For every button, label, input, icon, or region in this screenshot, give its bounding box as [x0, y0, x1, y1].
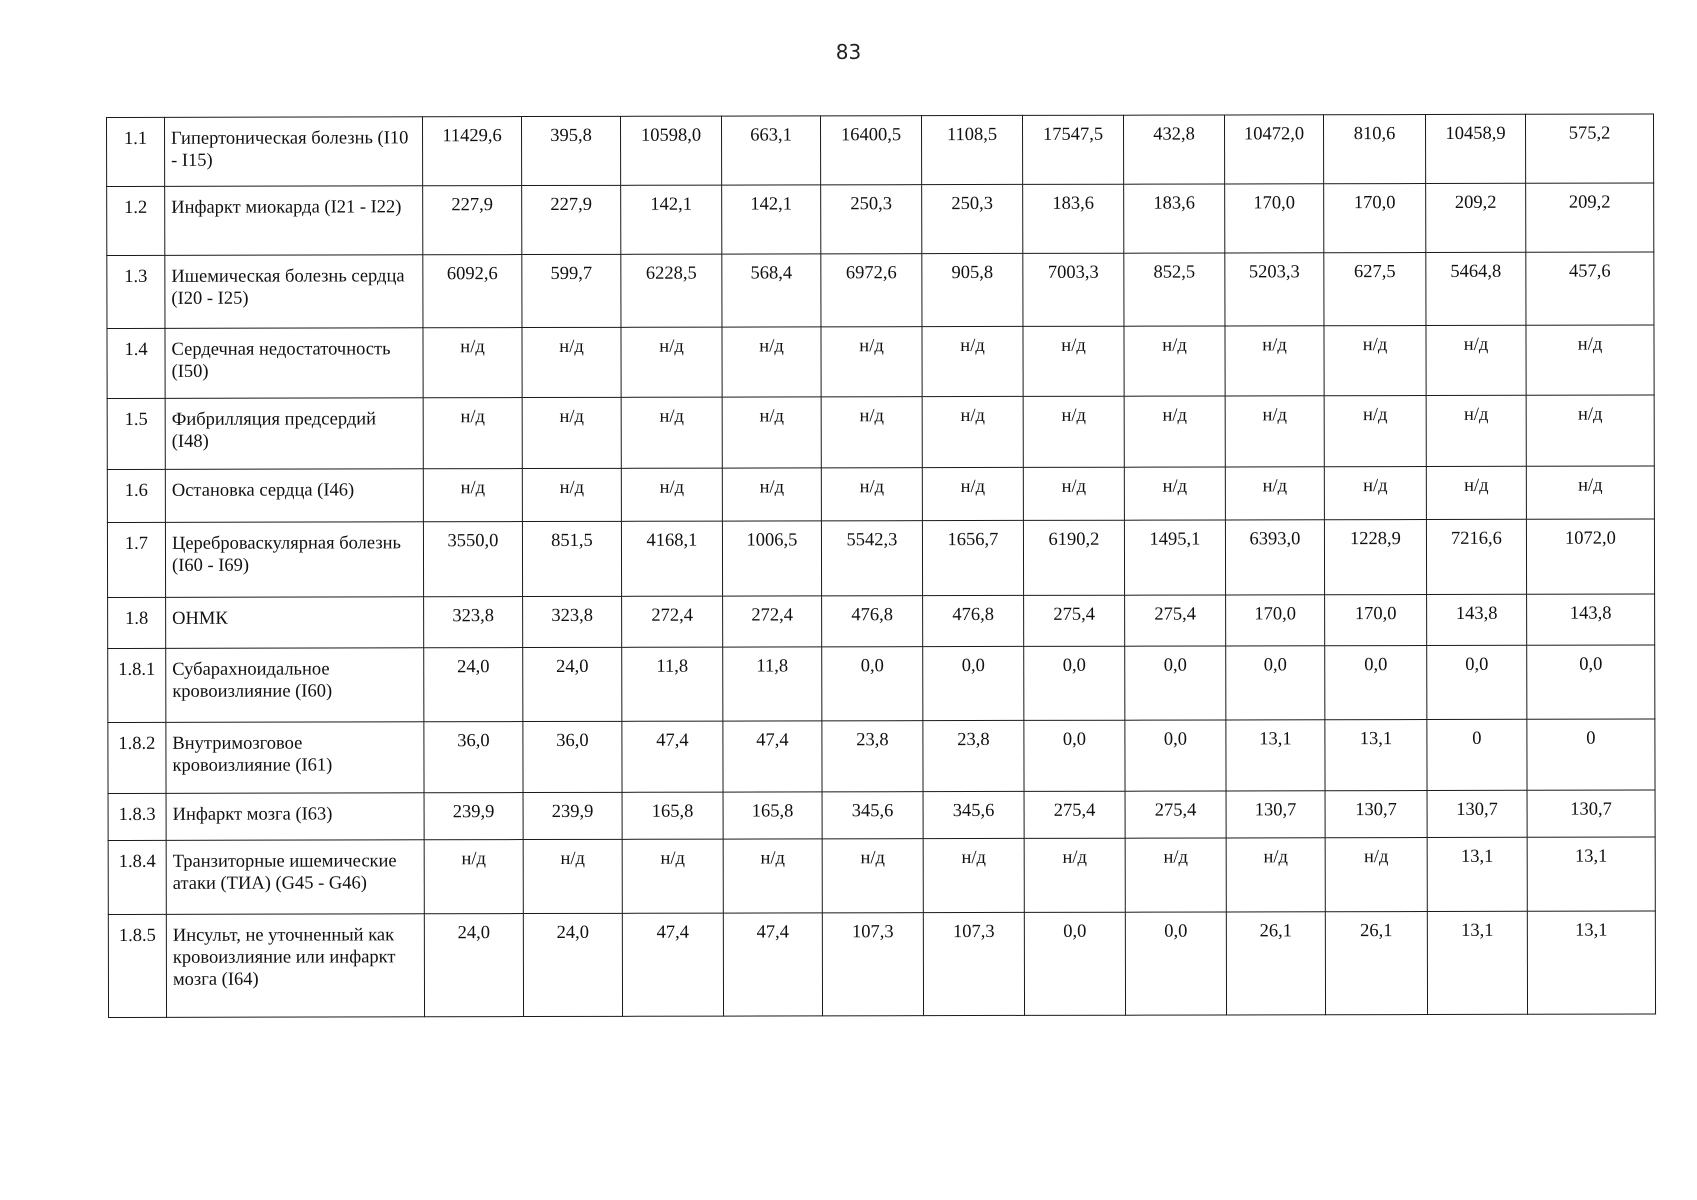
value-cell: н/д [922, 467, 1023, 520]
value-cell: 209,2 [1426, 183, 1526, 252]
row-index-cell: 1.3 [107, 255, 165, 328]
value-cell: 5203,3 [1225, 253, 1324, 326]
table-row [108, 645, 1655, 723]
value-cell: 457,6 [1526, 252, 1654, 325]
value-cell: н/д [723, 839, 822, 913]
row-index-cell: 1.1 [107, 117, 165, 186]
value-cell: 1072,0 [1526, 519, 1654, 594]
value-cell: 1006,5 [722, 521, 821, 596]
value-cell: 599,7 [522, 254, 621, 327]
value-cell: 323,8 [523, 596, 622, 647]
value-cell: 107,3 [822, 913, 923, 1016]
value-cell: 239,9 [523, 792, 622, 839]
row-index-cell: 1.6 [107, 469, 165, 522]
value-cell: н/д [1426, 395, 1526, 466]
value-cell: 130,7 [1325, 791, 1427, 838]
value-cell: н/д [621, 397, 722, 468]
value-cell: 1108,5 [921, 115, 1022, 184]
table-row [107, 395, 1654, 470]
row-name-cell: Внутримозговое кровоизлияние (I61) [166, 722, 424, 794]
value-cell: н/д [1324, 326, 1426, 396]
row-name-cell: Остановка сердца (I46) [165, 469, 423, 523]
value-cell: н/д [522, 327, 621, 397]
row-index-cell: 1.2 [107, 186, 165, 255]
value-cell: 0,0 [1024, 720, 1125, 791]
value-cell: 0,0 [1125, 646, 1226, 720]
value-cell: 905,8 [922, 253, 1023, 326]
value-cell: 0,0 [1024, 912, 1125, 1015]
value-cell: 345,6 [923, 791, 1024, 838]
value-cell: 130,7 [1226, 791, 1325, 838]
value-cell: 6972,6 [821, 254, 922, 327]
value-cell: 10458,9 [1425, 114, 1525, 183]
value-cell: 13,1 [1427, 837, 1527, 911]
value-cell: 24,0 [424, 914, 523, 1017]
value-cell: 26,1 [1325, 912, 1427, 1015]
value-cell: 272,4 [723, 596, 822, 647]
value-cell: 275,4 [1024, 595, 1125, 646]
value-cell: 47,4 [622, 721, 723, 792]
value-cell: н/д [1023, 326, 1124, 396]
value-cell: н/д [423, 328, 522, 398]
value-cell: н/д [1526, 395, 1654, 466]
table-body [107, 114, 1656, 1018]
value-cell: 239,9 [424, 793, 523, 840]
table-row [108, 594, 1655, 649]
row-name-cell: Субарахноидальное кровоизлияние (I60) [166, 648, 424, 723]
value-cell: 165,8 [622, 792, 723, 839]
value-cell: н/д [1226, 838, 1325, 912]
value-cell: 0,0 [1125, 912, 1226, 1015]
value-cell: 47,4 [723, 721, 822, 792]
table-row [107, 252, 1654, 329]
value-cell: н/д [423, 469, 522, 522]
row-name-cell: Инсульт, не уточненный как кровоизлияние или инфаркт мозга (I64) [166, 914, 424, 1018]
value-cell: 250,3 [821, 185, 922, 254]
value-cell: н/д [1526, 466, 1654, 519]
value-cell: 851,5 [522, 521, 621, 596]
table-row [107, 183, 1654, 256]
value-cell: 142,1 [621, 185, 722, 254]
value-cell: 0,0 [822, 647, 923, 721]
value-cell: н/д [1023, 467, 1124, 520]
value-cell: 852,5 [1124, 253, 1225, 326]
value-cell: 0,0 [1325, 646, 1427, 720]
value-cell: н/д [424, 840, 523, 914]
value-cell: н/д [1124, 396, 1225, 467]
row-index-cell: 1.8.3 [108, 793, 166, 840]
value-cell: 227,9 [522, 185, 621, 254]
value-cell: н/д [821, 327, 922, 397]
value-cell: н/д [622, 839, 723, 913]
value-cell: 13,1 [1325, 720, 1427, 791]
value-cell: 1495,1 [1124, 520, 1225, 595]
value-cell: н/д [1225, 467, 1324, 520]
value-cell: н/д [423, 398, 522, 469]
value-cell: н/д [922, 326, 1023, 396]
table-row [107, 325, 1654, 399]
value-cell: 0,0 [1226, 646, 1325, 720]
value-cell: 0,0 [1024, 646, 1125, 720]
value-cell: н/д [1426, 466, 1526, 519]
value-cell: 4168,1 [621, 521, 722, 596]
value-cell: н/д [1324, 396, 1426, 467]
value-cell: 142,1 [722, 185, 821, 254]
table-row [108, 837, 1655, 915]
page-number: 83 [835, 40, 862, 64]
value-cell: 6228,5 [621, 254, 722, 327]
table-row [107, 466, 1654, 523]
value-cell: 272,4 [622, 596, 723, 647]
row-index-cell: 1.7 [107, 522, 165, 597]
value-cell: 170,0 [1325, 595, 1427, 646]
value-cell: 5464,8 [1426, 252, 1526, 325]
value-cell: 250,3 [922, 184, 1023, 253]
value-cell: 170,0 [1225, 184, 1324, 253]
value-cell: 476,8 [923, 595, 1024, 646]
value-cell: 11,8 [723, 647, 822, 721]
value-cell: н/д [523, 839, 622, 913]
value-cell: 10472,0 [1224, 115, 1323, 184]
value-cell: н/д [1124, 326, 1225, 396]
row-name-cell: Фибрилляция предсердий (I48) [165, 398, 423, 470]
value-cell: 170,0 [1226, 595, 1325, 646]
value-cell: 1656,7 [922, 520, 1023, 595]
value-cell: н/д [722, 327, 821, 397]
value-cell: н/д [1124, 467, 1225, 520]
value-cell: 209,2 [1526, 183, 1654, 252]
value-cell: н/д [1426, 325, 1526, 395]
value-cell: 13,1 [1527, 837, 1655, 911]
value-cell: 3550,0 [423, 522, 522, 597]
value-cell: н/д [1225, 326, 1324, 396]
value-cell: н/д [722, 468, 821, 521]
value-cell: 36,0 [424, 722, 523, 793]
row-index-cell: 1.8 [108, 597, 166, 648]
value-cell: н/д [822, 839, 923, 913]
value-cell: 0,0 [1527, 645, 1655, 719]
value-cell: н/д [722, 397, 821, 468]
value-cell: 183,6 [1023, 184, 1124, 253]
value-cell: 143,8 [1527, 594, 1655, 645]
value-cell: 170,0 [1324, 184, 1426, 253]
value-cell: 10598,0 [620, 116, 721, 185]
value-cell: 143,8 [1427, 594, 1527, 645]
value-cell: н/д [923, 838, 1024, 912]
value-cell: н/д [522, 397, 621, 468]
row-name-cell: Гипертоническая болезнь (I10 - I15) [165, 117, 423, 187]
row-name-cell: Цереброваскулярная болезнь (I60 - I69) [165, 522, 423, 598]
value-cell: 323,8 [424, 597, 523, 648]
value-cell: 7216,6 [1426, 519, 1526, 594]
value-cell: 130,7 [1527, 790, 1655, 837]
value-cell: 13,1 [1527, 911, 1655, 1014]
value-cell: н/д [821, 397, 922, 468]
table-row [107, 114, 1654, 187]
value-cell: 0,0 [923, 646, 1024, 720]
value-cell: 1228,9 [1324, 520, 1426, 595]
value-cell: 432,8 [1123, 115, 1224, 184]
value-cell: 130,7 [1427, 790, 1527, 837]
value-cell: 663,1 [721, 116, 820, 185]
table-row [108, 911, 1655, 1018]
value-cell: 575,2 [1525, 114, 1653, 183]
value-cell: н/д [1325, 838, 1427, 912]
value-cell: 568,4 [722, 254, 821, 327]
value-cell: н/д [522, 468, 621, 521]
value-cell: н/д [621, 468, 722, 521]
value-cell: 24,0 [523, 647, 622, 721]
value-cell: 183,6 [1124, 184, 1225, 253]
value-cell: н/д [1023, 396, 1124, 467]
value-cell: 0,0 [1427, 645, 1527, 719]
value-cell: 5542,3 [821, 521, 922, 596]
value-cell: 11429,6 [423, 117, 522, 186]
statistics-table [106, 113, 1656, 1018]
value-cell: 47,4 [622, 913, 723, 1016]
value-cell: 6393,0 [1225, 520, 1324, 595]
value-cell: н/д [821, 468, 922, 521]
row-name-cell: Транзиторные ишемические атаки (ТИА) (G45 - G46) [166, 840, 424, 915]
value-cell: 47,4 [723, 913, 822, 1016]
value-cell: н/д [1225, 396, 1324, 467]
row-index-cell: 1.4 [107, 328, 165, 398]
value-cell: 36,0 [523, 721, 622, 792]
row-index-cell: 1.5 [107, 398, 165, 469]
row-index-cell: 1.8.1 [108, 648, 166, 722]
table-row [107, 519, 1654, 598]
row-name-cell: Инфаркт мозга (I63) [166, 793, 424, 841]
row-index-cell: 1.8.4 [108, 840, 166, 914]
value-cell: 0,0 [1125, 720, 1226, 791]
value-cell: 24,0 [523, 913, 622, 1016]
value-cell: 165,8 [723, 792, 822, 839]
value-cell: 107,3 [923, 912, 1024, 1015]
value-cell: 275,4 [1125, 791, 1226, 838]
value-cell: 227,9 [423, 186, 522, 255]
table-row [108, 719, 1655, 794]
value-cell: 17547,5 [1022, 115, 1123, 184]
value-cell: 13,1 [1427, 911, 1527, 1014]
value-cell: 6190,2 [1023, 520, 1124, 595]
row-index-cell: 1.8.5 [108, 914, 166, 1017]
value-cell: н/д [922, 396, 1023, 467]
row-name-cell: Инфаркт миокарда (I21 - I22) [165, 186, 423, 256]
value-cell: 11,8 [622, 647, 723, 721]
value-cell: 810,6 [1323, 115, 1425, 184]
row-name-cell: ОНМК [166, 597, 424, 649]
value-cell: 24,0 [424, 648, 523, 722]
value-cell: н/д [1526, 325, 1654, 395]
row-name-cell: Сердечная недостаточность (I50) [165, 328, 423, 399]
value-cell: 275,4 [1125, 595, 1226, 646]
value-cell: 16400,5 [820, 116, 921, 185]
value-cell: 23,8 [822, 721, 923, 792]
row-name-cell: Ишемическая болезнь сердца (I20 - I25) [165, 255, 423, 329]
value-cell: 6092,6 [423, 255, 522, 328]
value-cell: 26,1 [1226, 912, 1325, 1015]
row-index-cell: 1.8.2 [108, 722, 166, 793]
value-cell: 7003,3 [1023, 253, 1124, 326]
value-cell: 395,8 [522, 116, 621, 185]
value-cell: н/д [1024, 838, 1125, 912]
value-cell: н/д [621, 327, 722, 397]
value-cell: н/д [1324, 467, 1426, 520]
value-cell: 345,6 [822, 792, 923, 839]
value-cell: 476,8 [822, 596, 923, 647]
value-cell: 0 [1527, 719, 1655, 790]
value-cell: 0 [1427, 719, 1527, 790]
table-row [108, 790, 1655, 841]
value-cell: 23,8 [923, 720, 1024, 791]
value-cell: н/д [1125, 838, 1226, 912]
value-cell: 13,1 [1226, 720, 1325, 791]
value-cell: 275,4 [1024, 791, 1125, 838]
value-cell: 627,5 [1324, 253, 1426, 326]
